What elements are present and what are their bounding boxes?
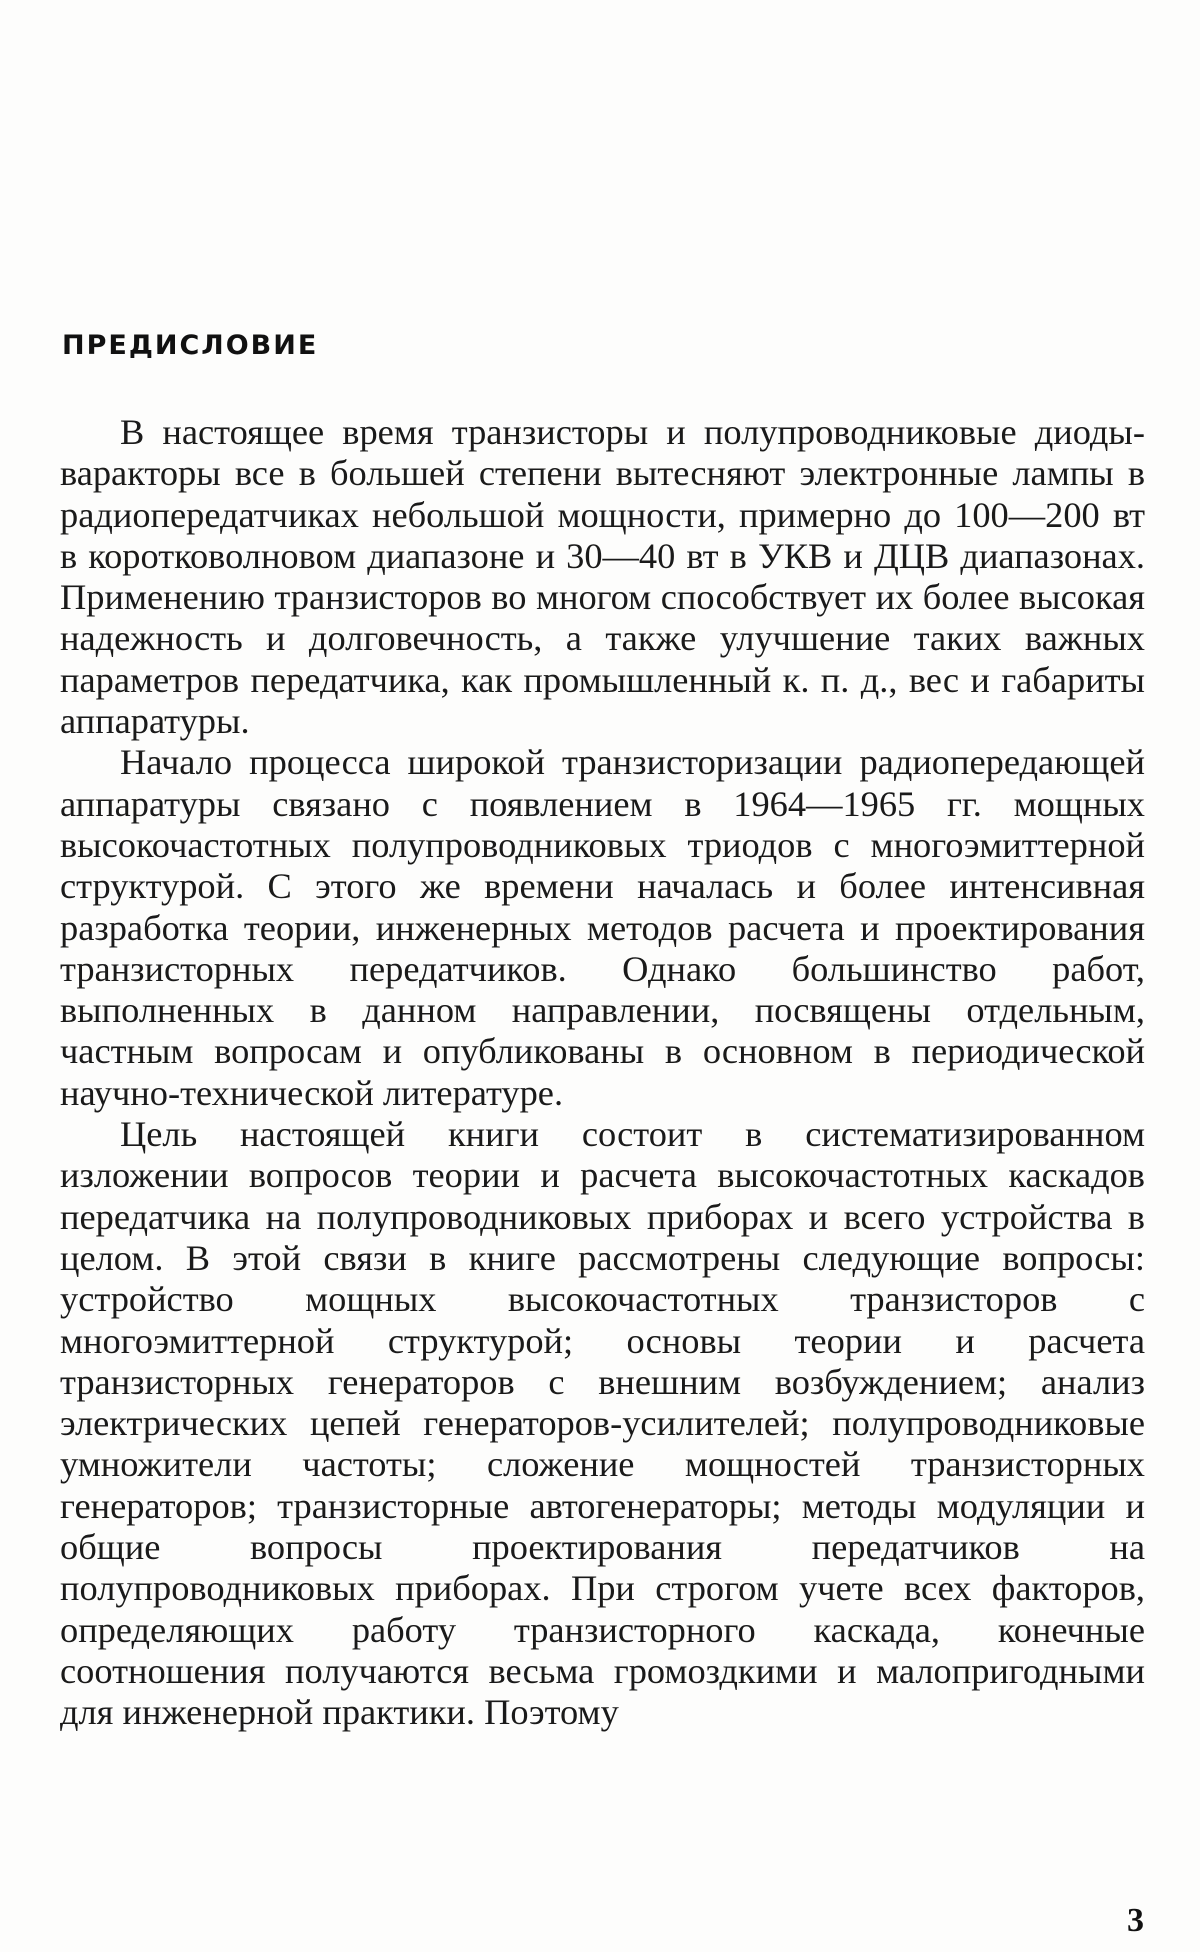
paragraph-2: Начало процесса широкой транзисторизации радиопередающей аппаратуры связано с появлением в 1964—1965 гг. мощных высокочастотных полупроводниковых триодов с многоэмиттерной структурой. С этого же времени началась и более интенсивная разработка теории, инженерных методов расчета и проектирования транзисторных передатчиков. Однако большинство работ, выполненных в данном направлении, посвящены отдельным, частным вопросам и опубликованы в основном в периодической научно-технической литературе. bbox=[60, 742, 1145, 1113]
paragraph-1: В настоящее время транзисторы и полупроводниковые диоды-варакторы все в большей степени вытесняют электронные лампы в радиопередатчиках небольшой мощности, примерно до 100—200 вт в коротковолновом диапазоне и 30—40 вт в УКВ и ДЦВ диапазонах. Применению транзисторов во многом способствует их более высокая надежность и долговечность, а также улучшение таких важных параметров передатчика, как промышленный к. п. д., вес и габариты аппаратуры. bbox=[60, 412, 1145, 742]
paragraph-3: Цель настоящей книги состоит в систематизированном изложении вопросов теории и расчета высокочастотных каскадов передатчика на полупроводниковых приборах и всего устройства в целом. В этой связи в книге рассмотрены следующие вопросы: устройство мощных высокочастотных транзисторов с многоэмиттерной структурой; основы теории и расчета транзисторных генераторов с внешним возбуждением; анализ электрических цепей генераторов-усилителей; полупроводниковые умножители частоты; сложение мощностей транзисторных генераторов; транзисторные автогенераторы; методы модуляции и общие вопросы проектирования передатчиков на полупроводниковых приборах. При строгом учете всех факторов, определяющих работу транзисторного каскада, конечные соотношения получаются весьма громоздкими и малопригодными для инженерной практики. Поэтому bbox=[60, 1114, 1145, 1733]
page-heading: ПРЕДИСЛОВИЕ bbox=[62, 330, 319, 361]
page-number: 3 bbox=[1127, 1902, 1144, 1939]
body-text bbox=[60, 412, 1145, 1734]
